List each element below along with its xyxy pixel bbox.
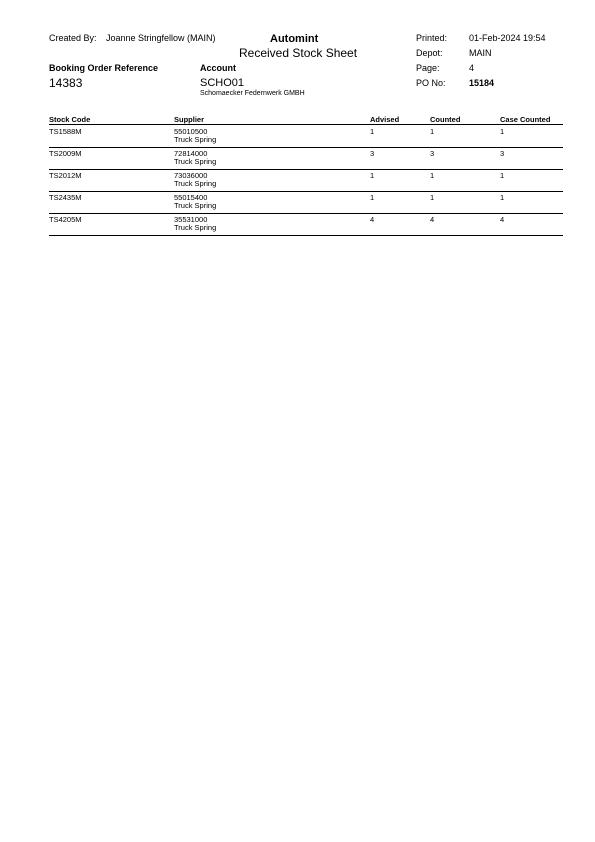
counted-cell: 4 [430, 215, 435, 224]
supplier-description: Truck Spring [174, 201, 217, 210]
depot-label: Depot: [416, 48, 443, 58]
supplier-code: 35531000 [174, 215, 208, 224]
supplier-cell [174, 216, 216, 232]
stock-code-cell: TS2009M [49, 149, 82, 158]
depot-value: MAIN [469, 48, 492, 58]
supplier-cell [174, 128, 216, 144]
case-counted-cell: 1 [500, 171, 505, 180]
counted-cell: 1 [430, 127, 435, 136]
table-row [49, 213, 563, 236]
col-head-stock-code: Stock Code [49, 115, 91, 124]
supplier-code: 73036000 [174, 171, 208, 180]
supplier-code: 55010500 [174, 127, 208, 136]
case-counted-cell: 4 [500, 215, 505, 224]
supplier-description: Truck Spring [174, 157, 217, 166]
stock-code-cell: TS4205M [49, 215, 82, 224]
advised-cell: 4 [370, 215, 375, 224]
case-counted-cell: 1 [500, 127, 505, 136]
advised-cell: 1 [370, 127, 375, 136]
counted-cell: 1 [430, 193, 435, 202]
col-head-advised: Advised [370, 115, 400, 124]
table-row [49, 169, 563, 192]
po-label: PO No: [416, 78, 446, 88]
account-label: Account [200, 63, 236, 73]
account-value: SCHO01 [200, 77, 245, 89]
col-head-counted: Counted [430, 115, 461, 124]
advised-cell: 1 [370, 193, 375, 202]
case-counted-cell: 3 [500, 149, 505, 158]
counted-cell: 1 [430, 171, 435, 180]
stock-code-cell: TS2012M [49, 171, 82, 180]
page-label: Page: [416, 63, 440, 73]
advised-cell: 1 [370, 171, 375, 180]
stock-code-cell: TS1588M [49, 127, 82, 136]
supplier-description: Truck Spring [174, 223, 217, 232]
supplier-description: Truck Spring [174, 179, 217, 188]
printed-label: Printed: [416, 33, 448, 43]
counted-cell: 3 [430, 149, 435, 158]
stock-code-cell: TS2435M [49, 193, 82, 202]
account-name: Schomaecker Federnwerk GMBH [200, 90, 305, 97]
booking-value: 14383 [49, 76, 83, 90]
col-head-case-counted: Case Counted [500, 115, 551, 124]
supplier-code: 72814000 [174, 149, 208, 158]
table-row [49, 147, 563, 170]
report-title: Received Stock Sheet [239, 46, 358, 60]
supplier-cell [174, 150, 216, 166]
created-by-label: Created By: [49, 33, 97, 43]
supplier-code: 55015400 [174, 193, 208, 202]
col-head-supplier: Supplier [174, 115, 205, 124]
booking-label: Booking Order Reference [49, 63, 159, 73]
created-by-value: Joanne Stringfellow (MAIN) [106, 33, 216, 43]
advised-cell: 3 [370, 149, 375, 158]
supplier-cell [174, 194, 216, 210]
supplier-description: Truck Spring [174, 135, 217, 144]
supplier-cell [174, 172, 216, 188]
page-value: 4 [469, 63, 475, 73]
table-row [49, 125, 563, 148]
case-counted-cell: 1 [500, 193, 505, 202]
po-value: 15184 [469, 78, 495, 88]
table-row [49, 191, 563, 214]
printed-value: 01-Feb-2024 19:54 [469, 33, 546, 43]
company-name: Automint [270, 33, 319, 45]
